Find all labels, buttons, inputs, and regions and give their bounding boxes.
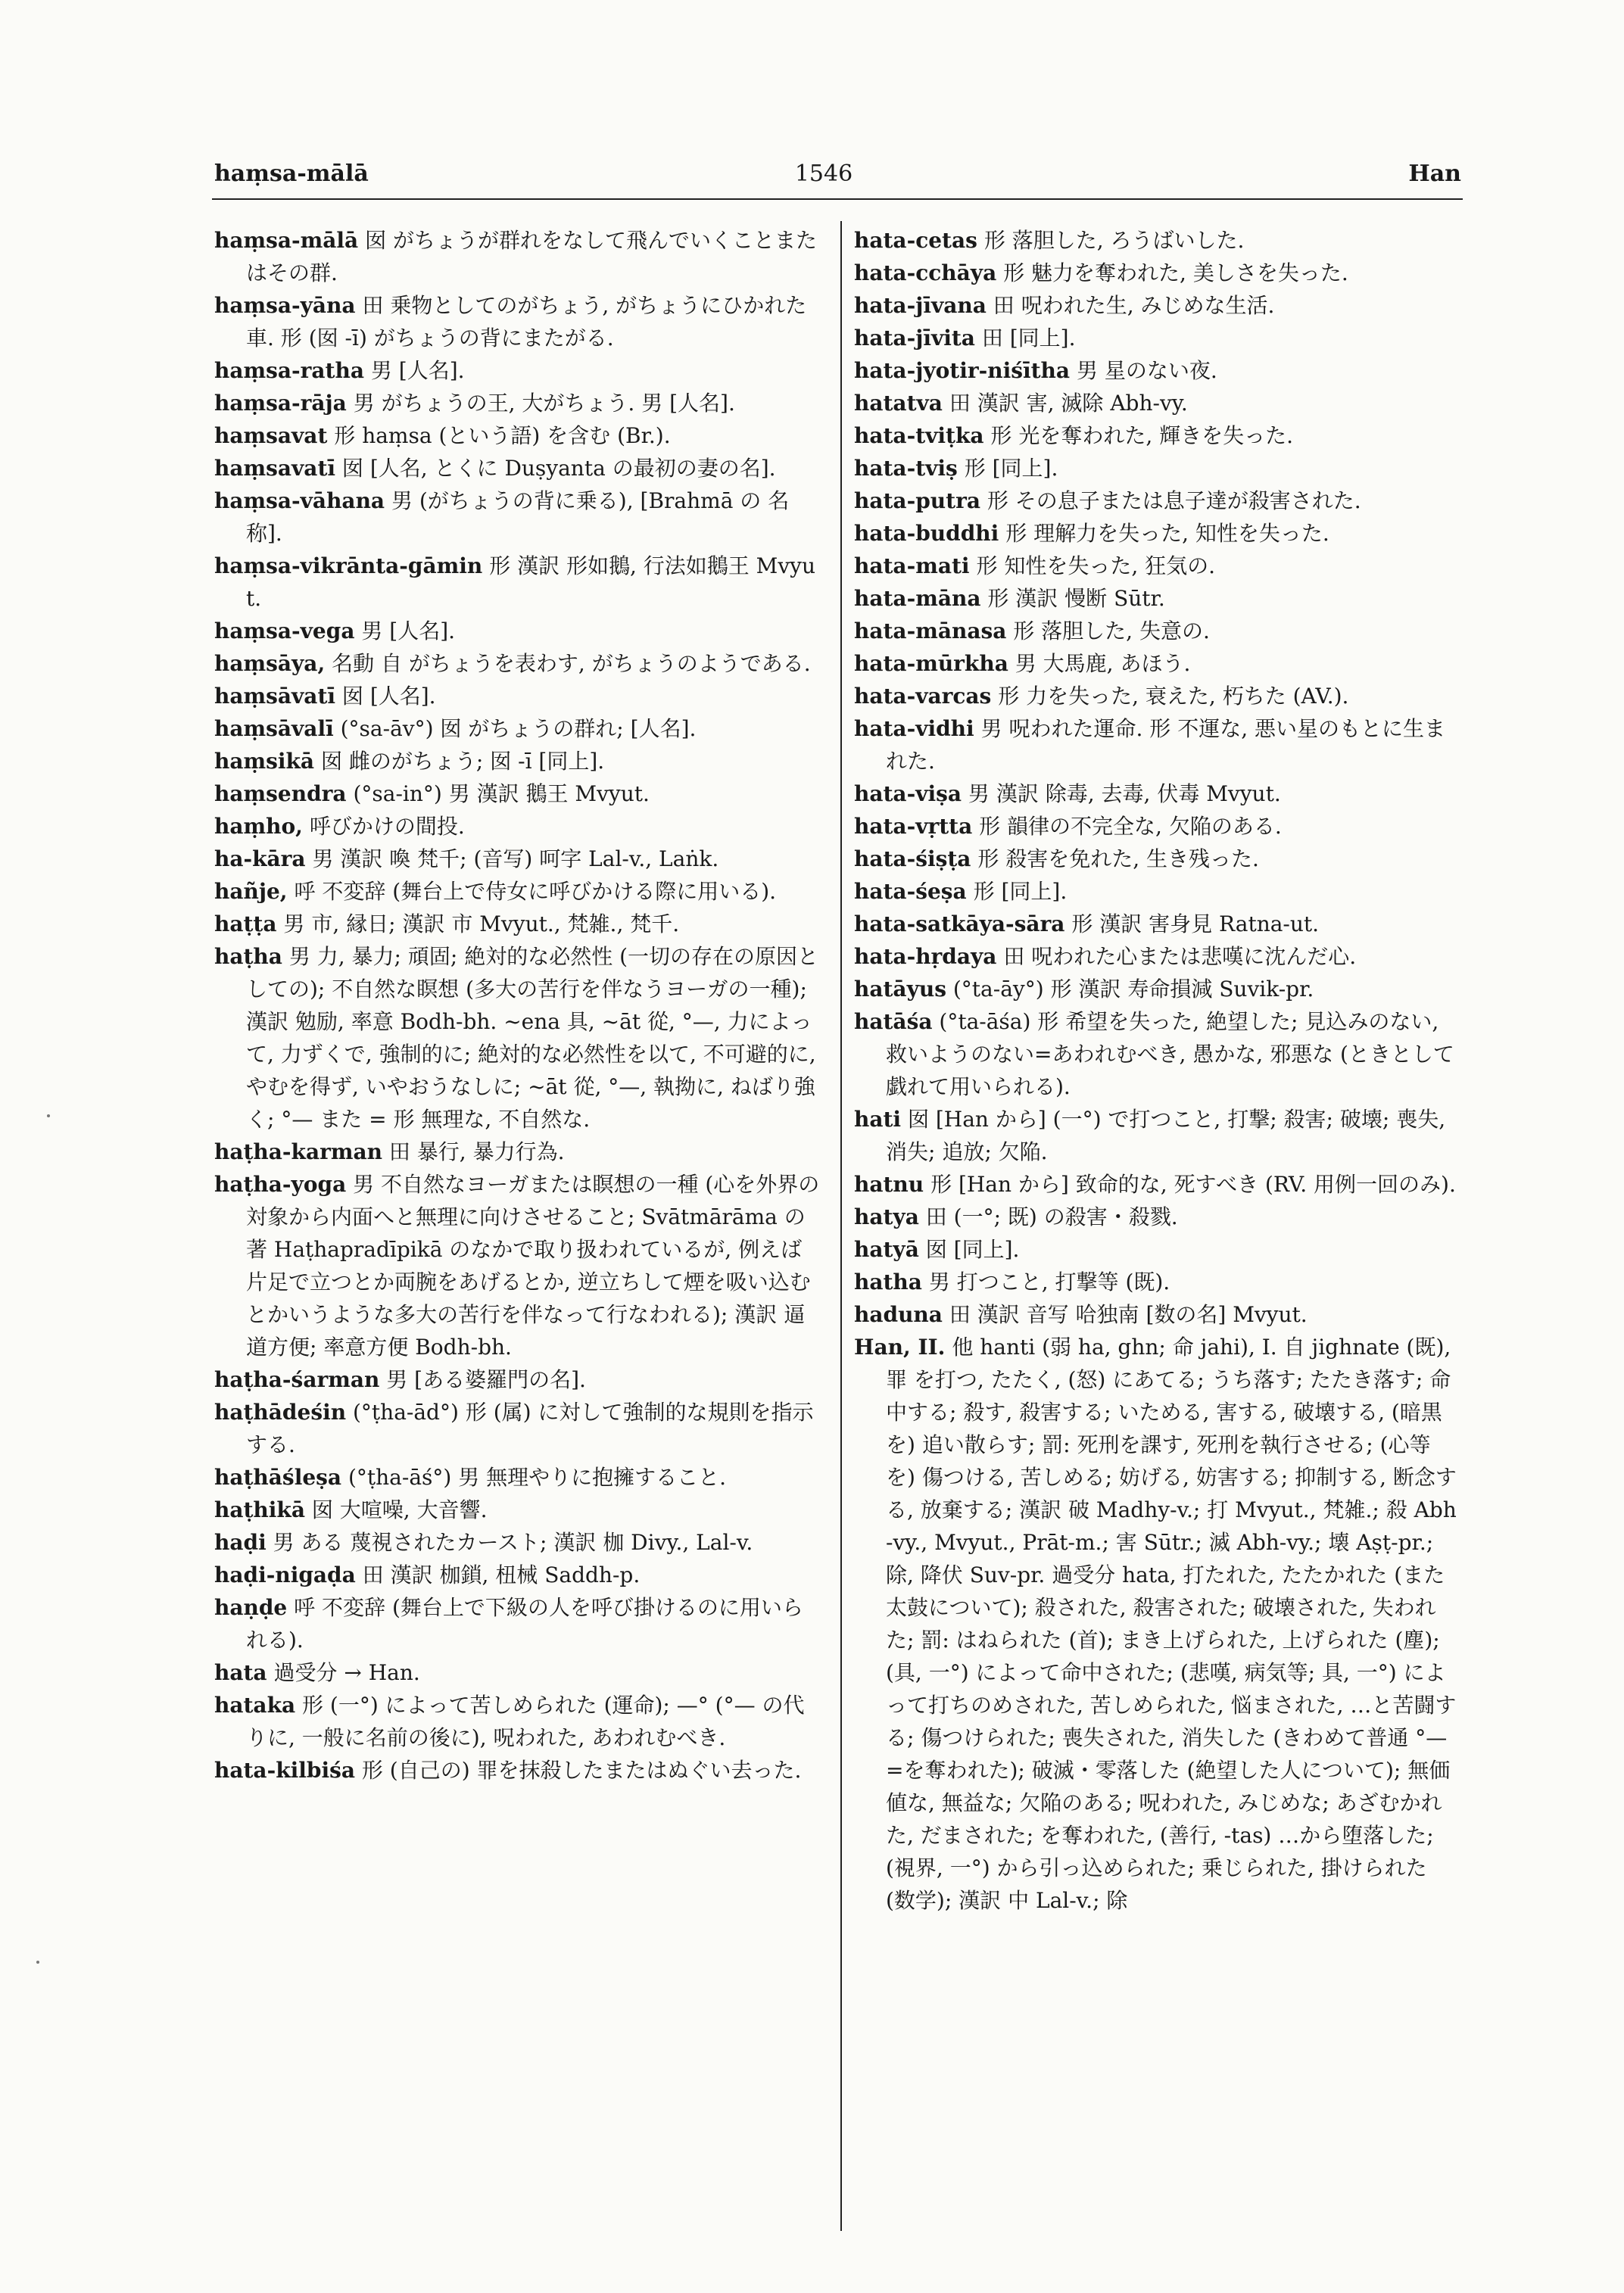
entry-definition: 田 暴行, 暴力行為.: [388, 1139, 565, 1164]
entry-definition: 男 不自然なヨーガまたは瞑想の一種 (心を外界の対象から内面へと無理に向けさせること; Svātmārāma の著 Haṭhapradīpikā のなかで取り扱われているが, 例えば片足で立つとか両腕をあげるとか, 逆立ちして煙を吸い込むとかいうような多大の苦行を伴なって行なわれる); 漢訳 逼道方便; 率意方便 Bodh-bh.: [246, 1172, 820, 1360]
dictionary-entry: [854, 1005, 1460, 1103]
entry-headword: hata-mānasa: [854, 618, 1007, 643]
entry-definition: 田 呪われた生, みじめな生活.: [993, 293, 1275, 318]
dictionary-entry: [214, 1396, 820, 1461]
dictionary-entry: [854, 940, 1460, 973]
entry-definition: 田 漢訳 音写 哈独南 [数の名] Mvyut.: [949, 1302, 1308, 1327]
entry-headword: haṃsāvalī: [214, 716, 334, 741]
entry-definition: 囡 [人名].: [341, 684, 436, 709]
entry-headword: haṃsa-vāhana: [214, 488, 385, 513]
dictionary-entry: [854, 810, 1460, 843]
dictionary-entry: [214, 1754, 820, 1787]
left-column: [214, 224, 820, 1787]
entry-headword: haṃsāya,: [214, 651, 326, 676]
entry-headword: hatya: [854, 1204, 919, 1229]
entry-headword: haṭhāśleṣa: [214, 1465, 342, 1490]
dictionary-entry: [214, 354, 820, 387]
entry-definition: 形 [同上].: [973, 879, 1068, 904]
entry-definition: 形 魅力を奪われた, 美しさを失った.: [1003, 260, 1348, 285]
entry-definition: 田 (一°; 既) の殺害・殺戮.: [925, 1204, 1178, 1229]
entry-definition: 名動 自 がちょうを表わす, がちょうのようである.: [332, 651, 811, 676]
dictionary-entry: [214, 1461, 820, 1494]
dictionary-entry: [214, 745, 820, 777]
entry-definition: (°sa-āv°) 囡 がちょうの群れ; [人名].: [340, 716, 697, 741]
entry-headword: haṃsa-vega: [214, 618, 355, 643]
entry-headword: haṇḍe: [214, 1595, 288, 1620]
dictionary-entry: [214, 680, 820, 712]
entry-headword: haduna: [854, 1302, 943, 1327]
entry-headword: hataka: [214, 1693, 296, 1718]
entry-headword: hata: [214, 1660, 267, 1685]
entry-headword: hatha: [854, 1270, 922, 1294]
entry-definition: 形 (自己の) 罪を抹殺したまたはぬぐい去った.: [361, 1758, 802, 1783]
entry-definition: 囡 [同上].: [925, 1237, 1020, 1262]
entry-definition: (°ṭha-āś°) 男 無理やりに抱擁すること.: [348, 1465, 727, 1490]
entry-headword: hatnu: [854, 1172, 924, 1197]
entry-headword: Han, II.: [854, 1335, 946, 1360]
entry-definition: 囡 雌のがちょう; 囡 -ī [同上].: [320, 749, 605, 774]
entry-headword: haṃsa-mālā: [214, 228, 359, 253]
entry-headword: hata-varcas: [854, 684, 992, 709]
entry-headword: haṃsāvatī: [214, 684, 336, 709]
entry-headword: haṃho,: [214, 814, 303, 839]
entry-definition: 形 その息子または息子達が殺害された.: [987, 488, 1361, 513]
entry-headword: hata-tviṣ: [854, 456, 958, 481]
entry-headword: haṃsikā: [214, 749, 315, 774]
entry-definition: 形 [同上].: [964, 456, 1058, 481]
entry-definition: 形 知性を失った, 狂気の.: [976, 553, 1216, 578]
entry-headword: ha-kāra: [214, 846, 306, 871]
dictionary-entry: [214, 615, 820, 647]
dictionary-entry: [854, 712, 1460, 777]
entry-definition: 形 漢訳 慢断 Sūtr.: [987, 586, 1165, 611]
dictionary-entry: [214, 1689, 820, 1754]
entry-definition: 男 漢訳 喚 梵千; (音写) 呵字 Lal-v., Laṅk.: [312, 846, 719, 871]
entry-headword: haṭṭa: [214, 911, 277, 936]
dictionary-entry: [854, 1266, 1460, 1298]
running-head-right: Han: [1408, 160, 1461, 187]
entry-definition: 男 力, 暴力; 頑固; 絶対的な必然性 (一切の存在の原因としての); 不自然な瞑想 (多大の苦行を伴なうヨーガの一種); 漢訳 勉励, 率意 Bodh-bh. ~ena 具, ~āt 從, °—, 力によって, 力ずくで, 強制的に; 絶対的な必然性を以て, 不可避的に, やむを得ず, いやおうなしに; ~āt 從, °—, 執拗に, ねばり強く; °— また = 形 無理な, 不自然な.: [246, 944, 819, 1132]
entry-definition: 男 星のない夜.: [1076, 358, 1217, 383]
entry-headword: hañje,: [214, 879, 288, 904]
dictionary-entry: [854, 354, 1460, 387]
entry-definition: 男 ある 蔑視されたカースト; 漢訳 枷 Divy., Lal-v.: [273, 1530, 753, 1555]
entry-definition: 呼びかけの間投.: [309, 814, 465, 839]
entry-definition: 男 市, 縁日; 漢訳 市 Mvyut., 梵雑., 梵千.: [283, 911, 680, 936]
dictionary-entry: [214, 550, 820, 615]
dictionary-entry: [214, 1559, 820, 1591]
entry-definition: (°ta-āśa) 形 希望を失った, 絶望した; 見込みのない, 救いようのない=あわれむべき, 愚かな, 邪悪な (ときとして戯れて用いられる).: [886, 1009, 1454, 1099]
entry-definition: 男 打つこと, 打撃等 (既).: [928, 1270, 1170, 1294]
entry-headword: hata-mūrkha: [854, 651, 1008, 676]
header-rule: [212, 198, 1463, 200]
entry-definition: 囡 [人名, とくに Duṣyanta の最初の妻の名].: [341, 456, 776, 481]
entry-definition: 男 (がちょうの背に乗る), [Brahmā の 名称].: [246, 488, 790, 546]
dictionary-entry: [214, 452, 820, 484]
dictionary-entry: [214, 1656, 820, 1689]
entry-headword: hatatva: [854, 391, 943, 416]
entry-definition: (°sa-in°) 男 漢訳 鵝王 Mvyut.: [353, 781, 650, 806]
entry-headword: haṃsavatī: [214, 456, 336, 481]
entry-definition: 形 理解力を失った, 知性を失った.: [1005, 521, 1329, 546]
entry-definition: 過受分 → Han.: [273, 1660, 420, 1685]
entry-definition: 形 haṃsa (という語) を含む (Br.).: [334, 423, 671, 448]
dictionary-entry: [854, 973, 1460, 1005]
dictionary-entry: [214, 810, 820, 843]
entry-headword: hata-putra: [854, 488, 980, 513]
entry-definition: 男 がちょうの王, 大がちょう. 男 [人名].: [353, 391, 735, 416]
dictionary-entry: [854, 1298, 1460, 1331]
dictionary-entry: [854, 1331, 1460, 1917]
dictionary-entry: [854, 680, 1460, 712]
entry-definition: 形 (一°) によって苦しめられた (運命); —° (°— の代りに, 一般に名前の後に), 呪われた, あわれむべき.: [246, 1693, 805, 1750]
entry-definition: 形 落胆した, ろうばいした.: [983, 228, 1245, 253]
entry-headword: hata-śeṣa: [854, 879, 967, 904]
entry-definition: 形 漢訳 形如鵝, 行法如鵝王 Mvyut.: [246, 553, 816, 611]
dictionary-entry: [854, 1233, 1460, 1266]
entry-headword: hata-māna: [854, 586, 981, 611]
dictionary-entry: [854, 257, 1460, 289]
entry-headword: haṃsa-rāja: [214, 391, 347, 416]
dictionary-entry: [854, 875, 1460, 908]
dictionary-entry: [854, 1201, 1460, 1233]
entry-headword: hata-satkāya-sāra: [854, 911, 1065, 936]
entry-headword: hata-kilbiśa: [214, 1758, 355, 1783]
entry-definition: (°ta-āy°) 形 漢訳 寿命損減 Suvik-pr.: [952, 977, 1314, 1002]
entry-definition: 形 落胆した, 失意の.: [1013, 618, 1210, 643]
entry-definition: 田 呪われた心または悲嘆に沈んだ心.: [1003, 944, 1357, 969]
dictionary-entry: [214, 1591, 820, 1656]
dictionary-entry: [854, 1168, 1460, 1201]
entry-headword: hata-śiṣṭa: [854, 846, 971, 871]
entry-definition: 囡 [Han から] (一°) で打つこと, 打撃; 殺害; 破壊; 喪失, 消失; 追放; 欠陥.: [886, 1107, 1446, 1164]
scan-speck: [36, 1961, 39, 1964]
dictionary-entry: [854, 550, 1460, 582]
dictionary-entry: [214, 647, 820, 680]
entry-headword: haṭha: [214, 944, 282, 969]
entry-headword: haṭha-yoga: [214, 1172, 347, 1197]
entry-headword: haṃsa-vikrānta-gāmin: [214, 553, 483, 578]
entry-definition: 男 呪われた運命. 形 不運な, 悪い星のもとに生まれた.: [886, 716, 1445, 774]
dictionary-entry: [214, 1168, 820, 1363]
dictionary-entry: [214, 940, 820, 1136]
entry-headword: hata-vidhi: [854, 716, 974, 741]
entry-headword: haṃsa-yāna: [214, 293, 356, 318]
dictionary-entry: [214, 484, 820, 550]
dictionary-entry: [214, 908, 820, 940]
entry-definition: 形 殺害を免れた, 生き残った.: [977, 846, 1259, 871]
dictionary-entry: [854, 908, 1460, 940]
dictionary-entry: [214, 777, 820, 810]
entry-definition: 田 漢訳 枷鎖, 杻械 Saddh-p.: [362, 1562, 641, 1587]
entry-headword: haṭhikā: [214, 1497, 305, 1522]
entry-definition: 田 乗物としてのがちょう, がちょうにひかれた車. 形 (囡 -ī) がちょうの背にまたがる.: [246, 293, 807, 350]
column-divider: [840, 221, 842, 2231]
entry-definition: 田 [同上].: [981, 326, 1076, 350]
entry-definition: 男 [人名].: [361, 618, 456, 643]
dictionary-entry: [214, 1526, 820, 1559]
entry-headword: hata-hṛdaya: [854, 944, 997, 969]
entry-definition: 形 光を奪われた, 輝きを失った.: [990, 423, 1294, 448]
entry-headword: hata-cetas: [854, 228, 977, 253]
dictionary-entry: [214, 419, 820, 452]
entry-definition: 男 大馬鹿, あほう.: [1015, 651, 1191, 676]
dictionary-entry: [854, 777, 1460, 810]
entry-headword: hatāyus: [854, 977, 946, 1002]
entry-definition: 呼 不変辞 (舞台上で侍女に呼びかける際に用いる).: [294, 879, 777, 904]
entry-headword: hata-viṣa: [854, 781, 962, 806]
entry-definition: 囡 大喧噪, 大音響.: [311, 1497, 488, 1522]
entry-definition: 男 [ある婆羅門の名].: [386, 1367, 586, 1392]
entry-headword: haḍi: [214, 1530, 267, 1555]
dictionary-entry: [214, 1363, 820, 1396]
entry-definition: 男 [人名].: [370, 358, 465, 383]
entry-headword: hata-cchāya: [854, 260, 997, 285]
entry-headword: hata-jīvita: [854, 326, 975, 350]
entry-definition: 他 hanti (弱 ha, ghn; 命 jahi), I. 自 jighnate (既), 罪 を打つ, たたく, (怒) にあてる; うち落す; たたき落す; 命中する; 殺す, 殺害する; いためる, 害する, 破壊する, (暗黒を) 追い散らす; 罰: 死刑を課す, 死刑を執行させる; (心等を) 傷つける, 苦しめる; 妨げる, 妨害する; 抑制する, 断念する, 放棄する; 漢訳 破 Madhy-v.; 打 Mvyut., 梵雑.; 殺 Abh-vy., Mvyut., Prāt-m.; 害 Sūtr.; 滅 Abh-vy.; 壊 Aṣṭ-pr.; 除, 降伏 Suv-pr. 過受分 hata, 打たれた, たたかれた (また太鼓について); 殺された, 殺害された; 破壊された, 失われた; 罰: はねられた (首); まき上げられた, 上げられた (塵); (具, 一°) によって命中された; (悲嘆, 病気等; 具, 一°) によって打ちのめされた, 苦しめられた, 悩まされた, …と苦闘する; 傷つけられた; 喪失された, 消失した (きわめて普通 °— =を奪われた); 破滅・零落した (絶望した人について); 無価値な, 無益な; 欠陥のある; 呪われた, みじめな; あざむかれた, だまされた; を奪われた, (善行, -tas) …から堕落した; (視界, 一°) から引っ込められた; 乗じられた, 掛けられた (数学); 漢訳 中 Lal-v.; 除: [886, 1335, 1457, 1913]
entry-headword: haṭha-śarman: [214, 1367, 380, 1392]
entry-headword: hata-jyotir-niśītha: [854, 358, 1071, 383]
dictionary-entry: [854, 843, 1460, 875]
entry-headword: haṭha-karman: [214, 1139, 382, 1164]
dictionary-entry: [214, 1494, 820, 1526]
entry-headword: haḍi-nigaḍa: [214, 1562, 356, 1587]
entry-definition: (°ṭha-ād°) 形 (属) に対して強制的な規則を指示する.: [246, 1400, 814, 1457]
right-column: [854, 224, 1460, 1917]
entry-headword: hati: [854, 1107, 902, 1132]
dictionary-entry: [214, 224, 820, 289]
entry-definition: 呼 不変辞 (舞台上で下級の人を呼び掛けるのに用いられる).: [246, 1595, 803, 1653]
entry-definition: 男 漢訳 除毒, 去毒, 伏毒 Mvyut.: [968, 781, 1281, 806]
dictionary-entry: [854, 289, 1460, 322]
dictionary-entry: [854, 647, 1460, 680]
dictionary-entry: [854, 484, 1460, 517]
entry-headword: hatāśa: [854, 1009, 933, 1034]
entry-headword: hata-tviṭka: [854, 423, 984, 448]
dictionary-entry: [854, 452, 1460, 484]
entry-headword: haṭhādeśin: [214, 1400, 347, 1425]
entry-headword: hata-jīvana: [854, 293, 987, 318]
entry-definition: 形 [Han から] 致命的な, 死すべき (RV. 用例一回のみ).: [930, 1172, 1456, 1197]
entry-headword: hata-buddhi: [854, 521, 999, 546]
dictionary-entry: [854, 387, 1460, 419]
dictionary-entry: [854, 517, 1460, 550]
dictionary-entry: [214, 1136, 820, 1168]
entry-headword: haṃsendra: [214, 781, 347, 806]
dictionary-entry: [214, 843, 820, 875]
entry-definition: 田 漢訳 害, 滅除 Abh-vy.: [949, 391, 1188, 416]
page-number: 1546: [794, 160, 853, 187]
scan-speck: [47, 1114, 50, 1117]
entry-definition: 囡 がちょうが群れをなして飛んでいくことまたはその群.: [246, 228, 818, 285]
dictionary-entry: [854, 582, 1460, 615]
entry-headword: haṃsavat: [214, 423, 328, 448]
entry-headword: hatyā: [854, 1237, 919, 1262]
running-head-left: haṃsa-mālā: [214, 160, 369, 187]
dictionary-entry: [854, 419, 1460, 452]
dictionary-entry: [854, 1103, 1460, 1168]
dictionary-entry: [214, 387, 820, 419]
dictionary-entry: [854, 322, 1460, 354]
entry-headword: hata-mati: [854, 553, 970, 578]
entry-headword: haṃsa-ratha: [214, 358, 364, 383]
dictionary-entry: [214, 289, 820, 354]
entry-definition: 形 力を失った, 衰えた, 朽ちた (AV.).: [998, 684, 1349, 709]
entry-definition: 形 韻律の不完全な, 欠陥のある.: [979, 814, 1282, 839]
dictionary-entry: [214, 712, 820, 745]
entry-definition: 形 漢訳 害身見 Ratna-ut.: [1071, 911, 1320, 936]
dictionary-entry: [214, 875, 820, 908]
entry-headword: hata-vṛtta: [854, 814, 973, 839]
dictionary-entry: [854, 615, 1460, 647]
dictionary-entry: [854, 224, 1460, 257]
